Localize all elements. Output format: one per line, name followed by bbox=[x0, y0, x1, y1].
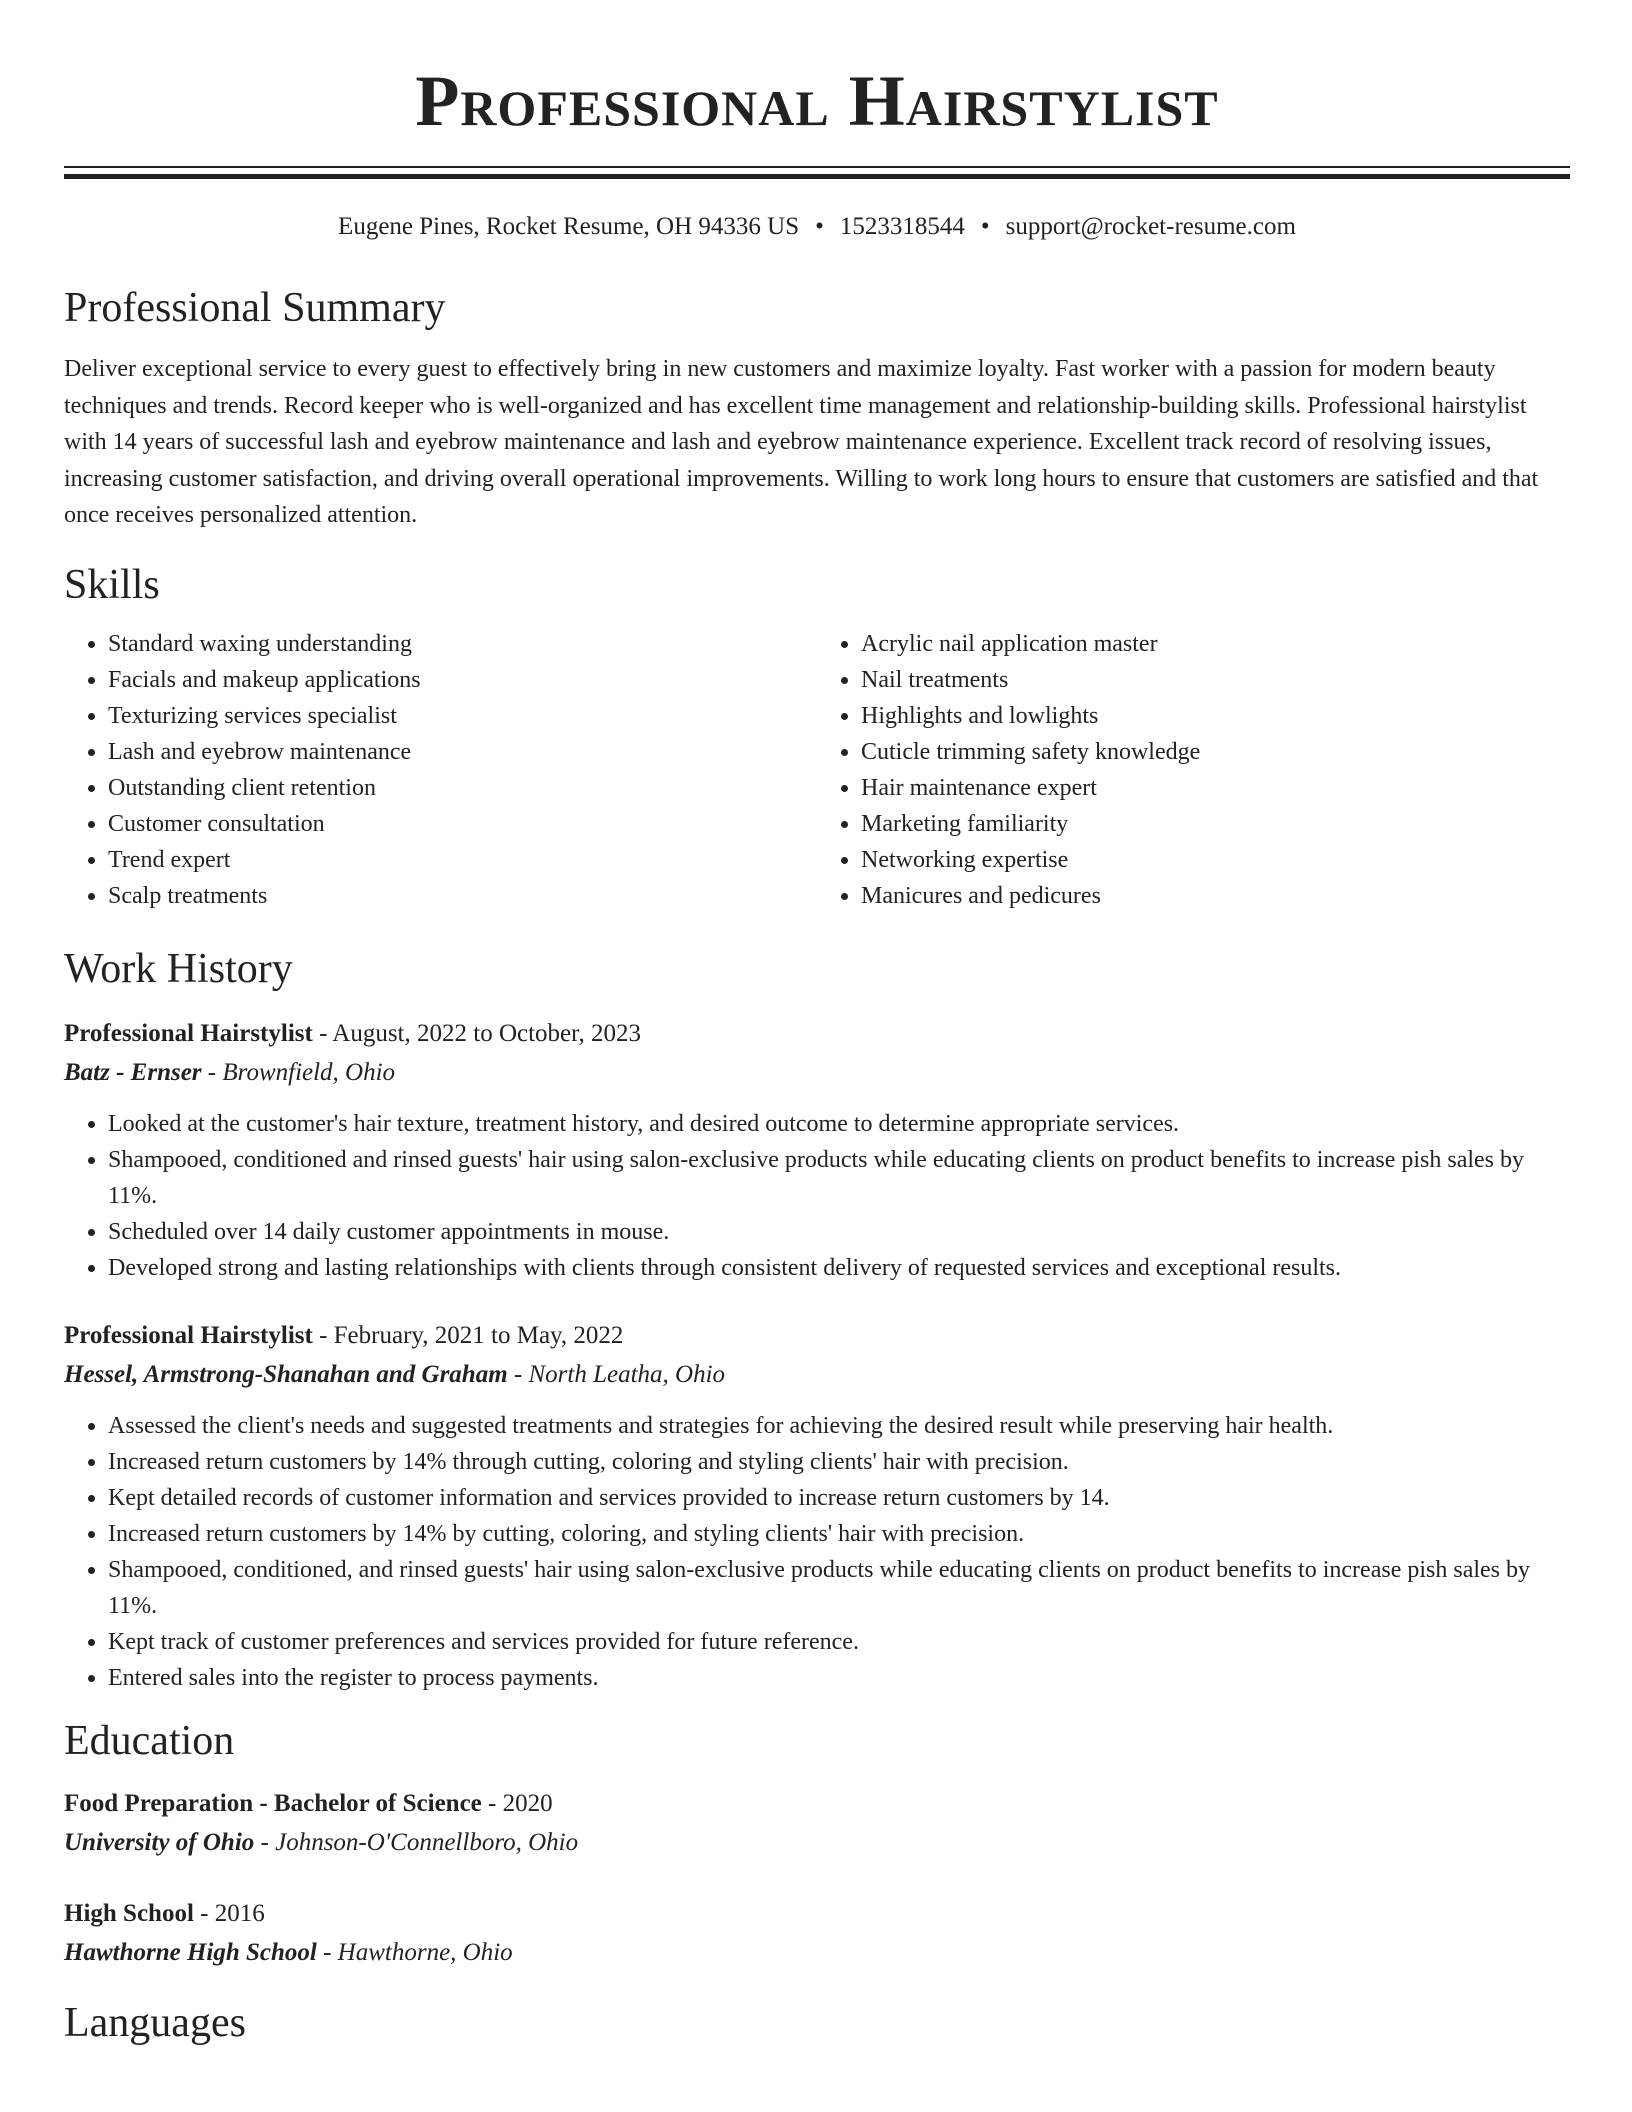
education-year: - 2020 bbox=[481, 1789, 553, 1817]
job-title: Professional Hairstylist bbox=[64, 1019, 313, 1047]
skill-item: • Networking expertise bbox=[861, 842, 1570, 878]
contact-phone: 1523318544 bbox=[839, 213, 965, 240]
job-company: Batz - Ernser bbox=[64, 1058, 202, 1086]
education-entry bbox=[64, 1894, 1570, 1972]
education-heading: Education bbox=[64, 1717, 235, 1764]
resume-title: Professional Hairstylist bbox=[415, 61, 1219, 141]
skill-item: • Hair maintenance expert bbox=[861, 770, 1570, 806]
education-school-line bbox=[64, 1933, 1570, 1972]
job-title: Professional Hairstylist bbox=[64, 1321, 313, 1349]
skills-heading: Skills bbox=[64, 561, 160, 608]
job-entry bbox=[64, 1316, 1570, 1696]
job-bullet: • Kept detailed records of customer information and services provided to increase return customers by 14. bbox=[108, 1480, 1570, 1516]
summary-text: Deliver exceptional service to every guest to effectively bring in new customers and maximize loyalty. Fast worker with a passion for modern beauty techniques and trends. Record keeper who is well-organized and has excellent time management and relationship-building skills. Professional hairstylist with 14 years of successful lash and eyebrow maintenance and lash and eyebrow maintenance experience. Excellent track record of resolving issues, increasing customer satisfaction, and driving overall operational improvements. Willing to work long hours to ensure that customers are satisfied and that once receives personalized attention. bbox=[64, 356, 1539, 528]
skill-item: • Standard waxing understanding bbox=[108, 626, 817, 662]
job-bullet: • Increased return customers by 14% through cutting, coloring and styling clients' hair with precision. bbox=[108, 1444, 1570, 1480]
title-rule-thick bbox=[64, 174, 1570, 179]
education-degree-line bbox=[64, 1784, 1570, 1823]
education-location: - Hawthorne, Ohio bbox=[316, 1938, 513, 1966]
job-bullet: • Assessed the client's needs and suggested treatments and strategies for achieving the desired result while preserving hair health. bbox=[108, 1408, 1570, 1444]
job-company-line bbox=[64, 1355, 1570, 1394]
contact-separator: • bbox=[815, 213, 824, 240]
job-entry bbox=[64, 1014, 1570, 1286]
education-school-line bbox=[64, 1823, 1570, 1862]
job-title-line bbox=[64, 1014, 1570, 1053]
education-school: University of Ohio bbox=[64, 1828, 255, 1856]
skill-item: • Scalp treatments bbox=[108, 878, 817, 914]
job-bullet: • Kept track of customer preferences and services provided for future reference. bbox=[108, 1624, 1570, 1660]
job-location: - Brownfield, Ohio bbox=[201, 1058, 396, 1086]
job-dates: - February, 2021 to May, 2022 bbox=[312, 1321, 624, 1349]
job-bullet: • Developed strong and lasting relationships with clients through consistent delivery of requested services and exceptional results. bbox=[108, 1250, 1570, 1286]
job-location: - North Leatha, Ohio bbox=[507, 1360, 726, 1388]
work-history-heading: Work History bbox=[64, 945, 293, 992]
job-company: Hessel, Armstrong-Shanahan and Graham bbox=[64, 1360, 508, 1388]
skill-item: • Trend expert bbox=[108, 842, 817, 878]
job-bullet: • Shampooed, conditioned and rinsed guests' hair using salon-exclusive products while educating clients on product benefits to increase pish sales by 11%. bbox=[108, 1142, 1570, 1214]
job-bullet: • Looked at the customer's hair texture, treatment history, and desired outcome to determine appropriate services. bbox=[108, 1106, 1570, 1142]
education-location: - Johnson-O'Connellboro, Ohio bbox=[254, 1828, 579, 1856]
job-bullets bbox=[64, 1408, 1570, 1696]
languages-heading: Languages bbox=[64, 1999, 246, 2046]
skills-list bbox=[64, 626, 1570, 914]
contact-separator: • bbox=[980, 213, 990, 240]
skill-item: • Manicures and pedicures bbox=[861, 878, 1570, 914]
summary-heading: Professional Summary bbox=[64, 285, 446, 331]
skill-item: • Nail treatments bbox=[861, 662, 1570, 698]
job-bullet: • Scheduled over 14 daily customer appointments in mouse. bbox=[108, 1214, 1570, 1250]
job-company-line bbox=[64, 1053, 1570, 1092]
education-year: - 2016 bbox=[193, 1899, 265, 1927]
job-bullets bbox=[64, 1106, 1570, 1286]
education-entry bbox=[64, 1784, 1570, 1862]
job-title-line bbox=[64, 1316, 1570, 1355]
skill-item: • Cuticle trimming safety knowledge bbox=[861, 734, 1570, 770]
skill-item: • Customer consultation bbox=[108, 806, 817, 842]
job-bullet: • Shampooed, conditioned, and rinsed guests' hair using salon-exclusive products while educating clients on product benefits to increase pish sales by 11%. bbox=[108, 1552, 1570, 1624]
skill-item: • Lash and eyebrow maintenance bbox=[108, 734, 817, 770]
skill-item: • Marketing familiarity bbox=[861, 806, 1570, 842]
job-bullet: • Increased return customers by 14% by cutting, coloring, and styling clients' hair with precision. bbox=[108, 1516, 1570, 1552]
contact-line bbox=[64, 211, 1570, 243]
skill-item: • Outstanding client retention bbox=[108, 770, 817, 806]
job-bullet: • Entered sales into the register to process payments. bbox=[108, 1660, 1570, 1696]
education-degree: Food Preparation - Bachelor of Science bbox=[64, 1789, 482, 1817]
contact-address: Eugene Pines, Rocket Resume, OH 94336 US bbox=[338, 213, 800, 240]
title-rule-thin bbox=[64, 166, 1570, 168]
skill-item: • Acrylic nail application master bbox=[861, 626, 1570, 662]
skill-item: • Facials and makeup applications bbox=[108, 662, 817, 698]
education-school: Hawthorne High School bbox=[64, 1938, 317, 1966]
resume-page bbox=[64, 0, 1570, 2048]
skills-column-left bbox=[64, 626, 817, 914]
skills-column-right bbox=[817, 626, 1570, 914]
education-degree: High School bbox=[64, 1899, 194, 1927]
skill-item: • Texturizing services specialist bbox=[108, 698, 817, 734]
job-dates: - August, 2022 to October, 2023 bbox=[312, 1019, 641, 1047]
skill-item: • Highlights and lowlights bbox=[861, 698, 1570, 734]
education-degree-line bbox=[64, 1894, 1570, 1933]
contact-email[interactable]: support@rocket-resume.com bbox=[1005, 213, 1296, 240]
